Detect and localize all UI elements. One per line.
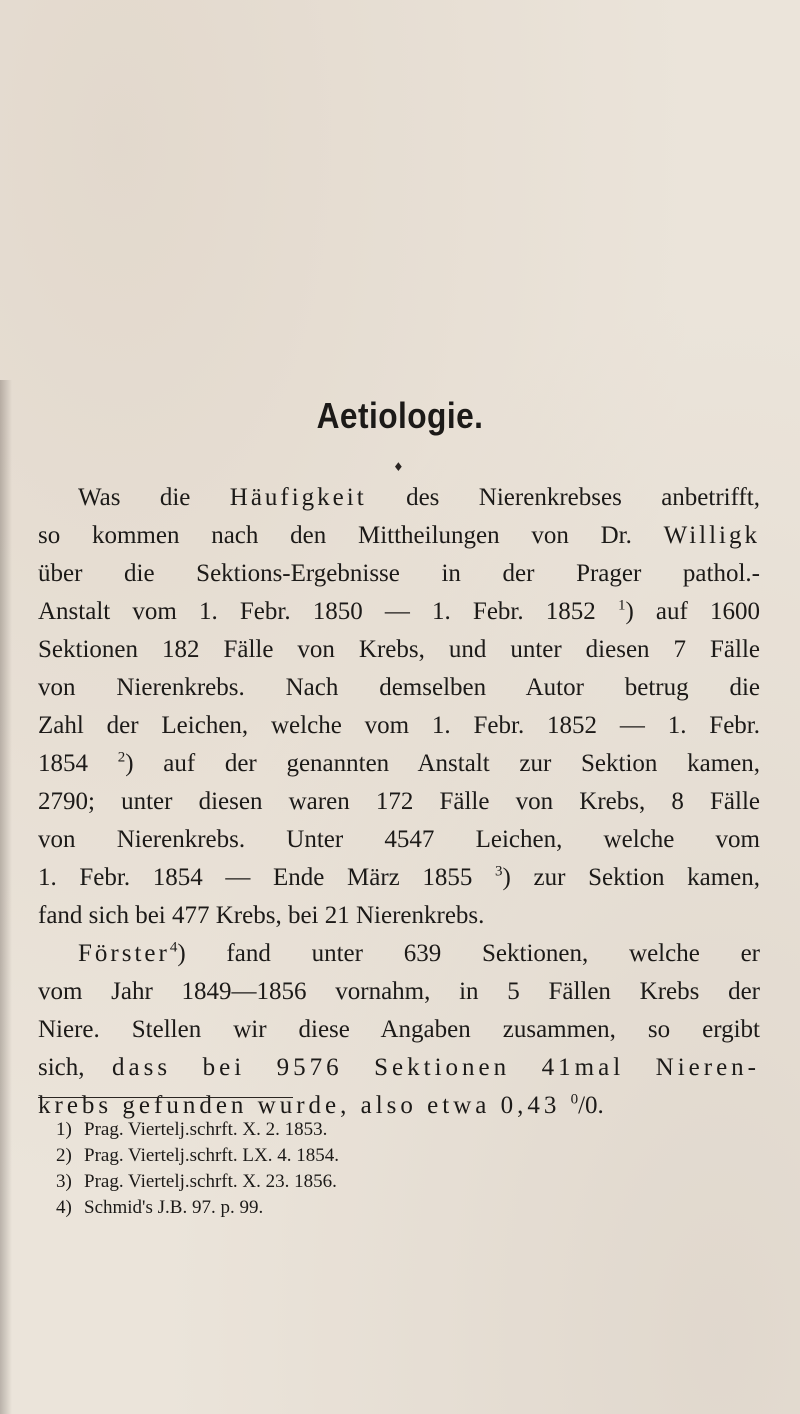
footnote-divider (38, 1097, 293, 1098)
footnote-ref: 4 (169, 939, 178, 956)
text-line: fand sich bei 477 Krebs, bei 21 Nierenkrebs. (38, 902, 485, 929)
text-line: 2790; unter diesen waren 172 Fälle von Krebs, 8 Fälle (38, 788, 760, 815)
text-line: Förster$^4$) fand unter 639 Sektionen, welche er (78, 939, 760, 967)
text-line: von Nierenkrebs. Unter 4547 Leichen, welche vom (38, 826, 760, 853)
footnote-ref: 2 (117, 749, 126, 766)
page-title: Aetiologie. (316, 395, 484, 436)
footnote-item: 3) Prag. Viertelj.schrft. X. 23. 1856. (56, 1171, 337, 1192)
body-text (38, 479, 760, 1125)
text-line: Was die Häufigkeit des Nierenkrebses anbetrifft, (78, 484, 761, 511)
text-line: vom Jahr 1849—1856 vornahm, in 5 Fällen Krebs der (38, 978, 760, 1005)
footnotes (56, 1117, 339, 1221)
text-line: Sektionen 182 Fälle von Krebs, und unter diesen 7 Fälle (38, 636, 760, 663)
text-line: über die Sektions-Ergebnisse in der Prager pathol.- (38, 560, 760, 587)
text-line: 1. Febr. 1854 — Ende März 1855 $^3$) zur Sektion kamen, (38, 863, 760, 891)
text-line: Anstalt vom 1. Febr. 1850 — 1. Febr. 1852 $^1$) auf 1600 (38, 597, 760, 625)
text-line: Niere. Stellen wir diese Angaben zusammen, so ergibt (38, 1016, 760, 1043)
text-line: so kommen nach den Mittheilungen von Dr. Willigk (38, 522, 760, 549)
ornament-icon: ♦ (393, 460, 404, 474)
text-line: 1854 $^2$) auf der genannten Anstalt zur Sektion kamen, (38, 749, 760, 777)
page-edge-shadow (0, 380, 12, 1414)
text-line: von Nierenkrebs. Nach demselben Autor betrug die (38, 674, 760, 701)
text-line: Zahl der Leichen, welche vom 1. Febr. 1852 — 1. Febr. (38, 712, 760, 739)
footnote-ref: 3 (495, 863, 503, 880)
text-line: sich, dass bei 9576 Sektionen 41mal Nieren- (38, 1054, 760, 1081)
footnote-item: 1) Prag. Viertelj.schrft. X. 2. 1853. (56, 1119, 328, 1140)
footnote-item: 2) Prag. Viertelj.schrft. LX. 4. 1854. (56, 1145, 339, 1166)
text-line: krebs gefunden wurde, also etwa 0,43 $^0$/0. (38, 1091, 604, 1119)
footnote-item: 4) Schmid's J.B. 97. p. 99. (56, 1197, 264, 1218)
footnote-ref: 1 (617, 597, 626, 614)
